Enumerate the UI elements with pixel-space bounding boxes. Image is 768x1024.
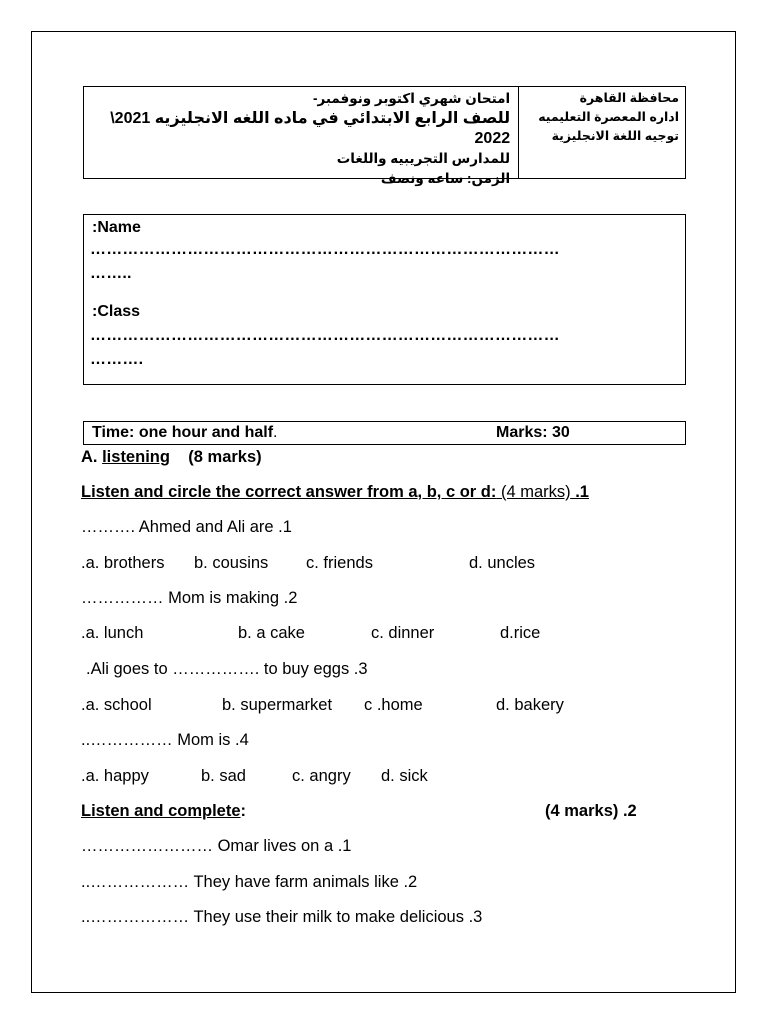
header-table — [83, 86, 686, 186]
exam-grade-line: للصف الرابع الابتدائي في ماده اللغه الانجليزيه 2021\ 2022 — [110, 110, 511, 147]
exam-title-line: امتحان شهري اكتوبر ونوفمبر- — [312, 91, 511, 106]
name-field[interactable]: …………………………………………………………………………… — [90, 241, 560, 258]
q3-option-b[interactable]: b. supermarket — [222, 696, 333, 714]
student-info-box — [83, 214, 686, 385]
governorate-cell — [519, 87, 685, 178]
exam-time: Time: one hour and half. — [92, 424, 278, 441]
part1-instruction: Listen and circle the correct answer from a, b, c or d: (4 marks) .1 — [81, 483, 589, 501]
administration-line: اداره المعصرة التعليميه — [538, 110, 679, 124]
class-label: :Class — [92, 303, 141, 320]
class-field-continued[interactable]: ………. — [90, 351, 144, 368]
class-field[interactable]: …………………………………………………………………………… — [90, 327, 560, 344]
q1-option-c[interactable]: c. friends — [306, 554, 373, 572]
q1-option-d[interactable]: d. uncles — [469, 554, 536, 572]
complete-item-2: ..……………… They have farm animals like .2 — [81, 873, 418, 891]
part2-marks: (4 marks) .2 — [545, 802, 637, 820]
question-1: ………. Ahmed and Ali are .1 — [81, 518, 292, 536]
q4-option-c[interactable]: c. angry — [292, 767, 351, 785]
q4-option-a[interactable]: .a. happy — [81, 767, 149, 785]
supervision-line: توجيه اللغة الانجليزية — [551, 129, 679, 143]
question-3: .Ali goes to ……………. to buy eggs .3 — [86, 660, 368, 678]
q1-option-a[interactable]: .a. brothers — [81, 554, 165, 572]
exam-title-cell — [84, 87, 519, 186]
exam-schools-line: للمدارس التجريبيه واللغات — [336, 151, 511, 166]
q3-option-d[interactable]: d. bakery — [496, 696, 564, 714]
q3-option-c[interactable]: c .home — [364, 696, 423, 714]
q2-option-d[interactable]: d.rice — [500, 624, 541, 642]
part2-instruction: Listen and complete: — [81, 802, 247, 820]
governorate-line: محافظة القاهرة — [579, 91, 679, 105]
complete-item-1: …………………… Omar lives on a .1 — [81, 837, 352, 855]
q2-option-c[interactable]: c. dinner — [371, 624, 435, 642]
section-a-heading: A. listening (8 marks) — [81, 448, 262, 466]
exam-marks: Marks: 30 — [496, 424, 570, 441]
q4-option-b[interactable]: b. sad — [201, 767, 246, 785]
exam-time-line: الزمن: ساعه ونصف — [380, 171, 511, 186]
complete-item-3: ..……………… They use their milk to make delicious .3 — [81, 908, 483, 926]
question-2: …………… Mom is making .2 — [81, 589, 298, 607]
question-4: ..…………… Mom is .4 — [81, 731, 249, 749]
time-marks-box — [83, 421, 686, 445]
name-label: :Name — [92, 219, 141, 236]
name-field-continued[interactable]: …….. — [90, 265, 132, 282]
q3-option-a[interactable]: .a. school — [81, 696, 152, 714]
q2-option-a[interactable]: .a. lunch — [81, 624, 144, 642]
q1-option-b[interactable]: b. cousins — [194, 554, 269, 572]
q4-option-d[interactable]: d. sick — [381, 767, 428, 785]
q2-option-b[interactable]: b. a cake — [238, 624, 305, 642]
